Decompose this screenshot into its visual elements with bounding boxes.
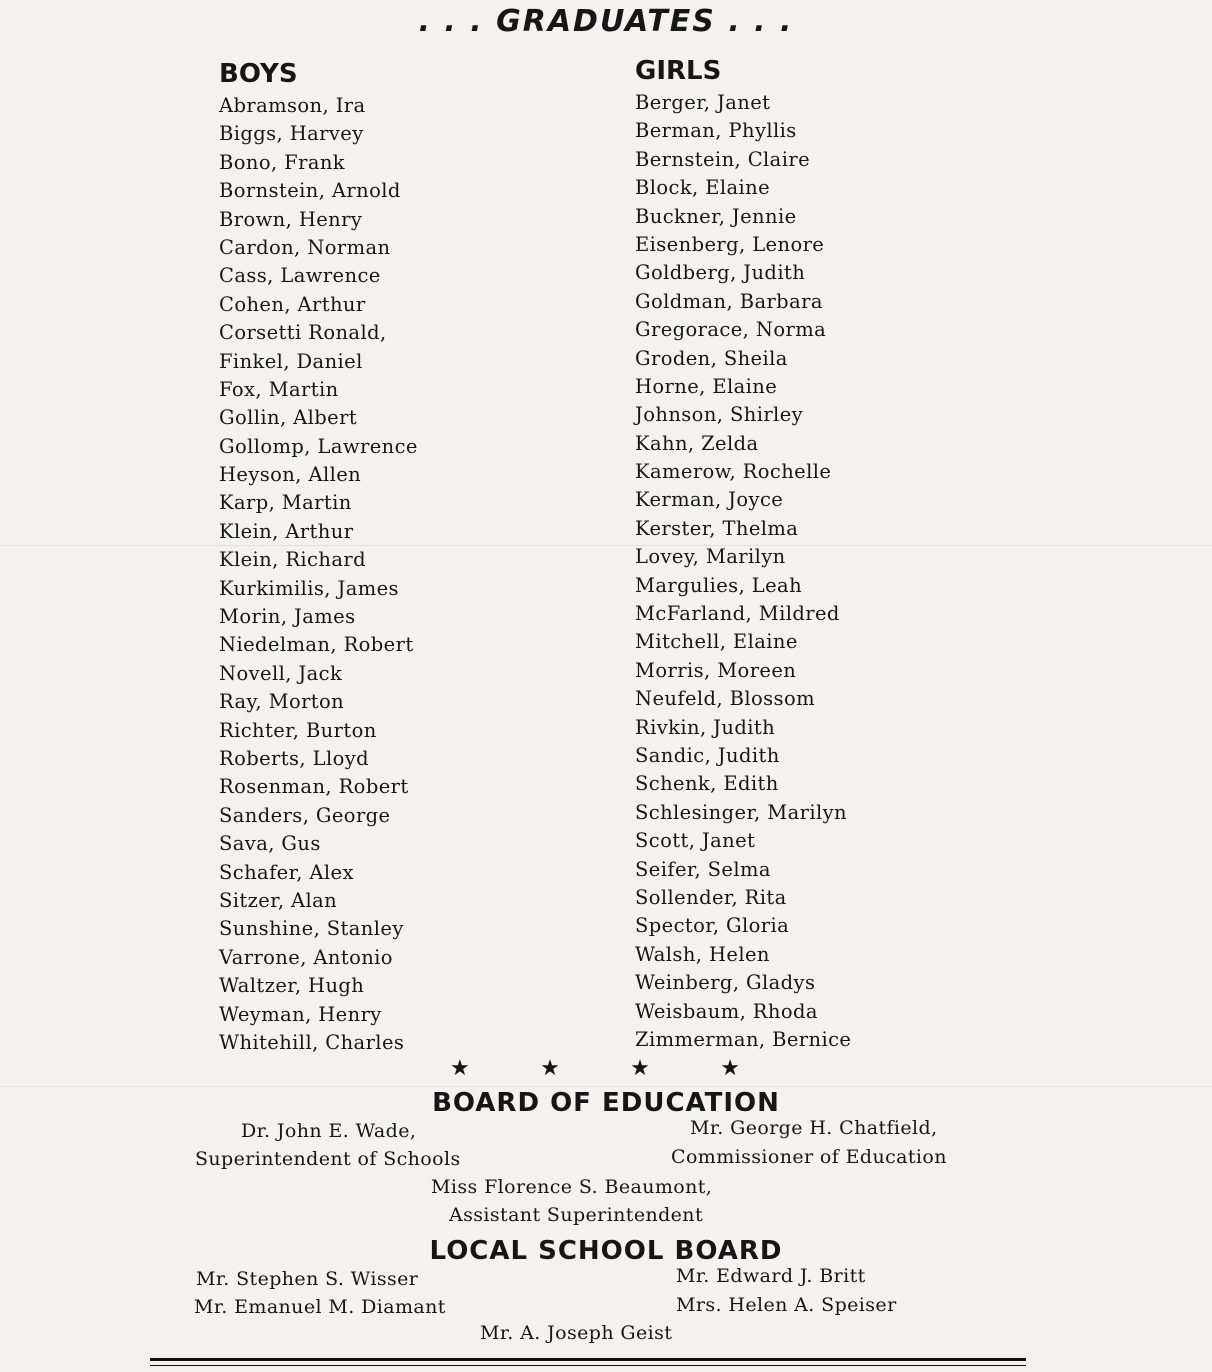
boy-graduate-name: Abramson, Ira <box>219 94 366 117</box>
girl-graduate-name: Schenk, Edith <box>635 772 779 796</box>
britt-name: Mr. Edward J. Britt <box>676 1265 866 1287</box>
star-icon: ★ <box>450 1056 470 1081</box>
boy-graduate-name: Corsetti Ronald, <box>219 321 387 345</box>
geist-name: Mr. A. Joseph Geist <box>480 1322 673 1344</box>
girl-graduate-name: Mitchell, Elaine <box>635 630 798 654</box>
girl-graduate-name: Johnson, Shirley <box>635 403 804 427</box>
boy-graduate-name: Cohen, Arthur <box>219 292 366 316</box>
wisser-name: Mr. Stephen S. Wisser <box>196 1268 419 1290</box>
paper-fold-line <box>0 1086 1212 1087</box>
girls-heading: GIRLS <box>635 56 722 86</box>
girl-graduate-name: Weinberg, Gladys <box>635 971 816 995</box>
girl-graduate-name: Gregorace, Norma <box>635 318 827 342</box>
star-icon: ★ <box>720 1056 740 1081</box>
girl-graduate-name: Kerster, Thelma <box>635 516 799 540</box>
star-icon: ★ <box>630 1056 650 1081</box>
boy-graduate-name: Biggs, Harvey <box>219 122 364 146</box>
girl-graduate-name: Groden, Sheila <box>635 346 788 370</box>
bottom-rule <box>150 1358 1026 1361</box>
boy-graduate-name: Niedelman, Robert <box>219 633 414 657</box>
girl-graduate-name: Kamerow, Rochelle <box>635 460 832 484</box>
girl-graduate-name: Seifer, Selma <box>635 857 771 881</box>
girl-graduate-name: Goldberg, Judith <box>635 261 806 285</box>
diamant-name: Mr. Emanuel M. Diamant <box>194 1296 446 1318</box>
boys-column <box>219 56 418 1057</box>
girl-graduate-name: Spector, Gloria <box>635 914 790 938</box>
boy-graduate-name: Bono, Frank <box>219 150 346 174</box>
girl-graduate-name: Scott, Janet <box>635 829 756 853</box>
beaumont-name: Miss Florence S. Beaumont, <box>431 1176 713 1198</box>
girl-graduate-name: Morris, Moreen <box>635 658 797 682</box>
boy-graduate-name: Brown, Henry <box>219 207 363 231</box>
wade-name: Dr. John E. Wade, <box>241 1120 417 1142</box>
boy-graduate-name: Cardon, Norman <box>219 235 391 259</box>
girl-graduate-name: Schlesinger, Marilyn <box>635 800 847 824</box>
boy-graduate-name: Varrone, Antonio <box>219 945 393 969</box>
boy-graduate-name: Heyson, Allen <box>219 463 362 487</box>
girl-graduate-name: Berman, Phyllis <box>635 119 797 143</box>
chatfield-title: Commissioner of Education <box>671 1146 947 1168</box>
girl-graduate-name: Berger, Janet <box>635 91 771 114</box>
girl-graduate-name: Bernstein, Claire <box>635 147 811 171</box>
page-title: . . . GRADUATES . . . <box>418 4 794 39</box>
girl-graduate-name: Sandic, Judith <box>635 743 780 767</box>
boy-graduate-name: Kurkimilis, James <box>219 576 399 600</box>
paper-fold-line <box>0 545 1212 546</box>
girl-graduate-name: Horne, Elaine <box>635 374 778 398</box>
boy-graduate-name: Roberts, Lloyd <box>219 746 370 770</box>
wade-title: Superintendent of Schools <box>195 1148 461 1170</box>
boy-graduate-name: Gollomp, Lawrence <box>219 434 418 458</box>
bottom-rule-thin <box>150 1365 1026 1366</box>
boy-graduate-name: Sunshine, Stanley <box>219 917 404 941</box>
girl-graduate-name: Margulies, Leah <box>635 573 803 597</box>
boys-name-list <box>219 92 418 1057</box>
boy-graduate-name: Rosenman, Robert <box>219 775 409 799</box>
beaumont-title: Assistant Superintendent <box>449 1204 703 1226</box>
girls-name-list <box>635 89 851 1054</box>
boy-graduate-name: Sanders, George <box>219 803 391 827</box>
boy-graduate-name: Schafer, Alex <box>219 860 354 884</box>
boy-graduate-name: Sava, Gus <box>219 832 321 856</box>
girl-graduate-name: Kahn, Zelda <box>635 431 759 455</box>
girl-graduate-name: Buckner, Jennie <box>635 204 797 228</box>
girl-graduate-name: Sollender, Rita <box>635 885 787 909</box>
girls-column <box>635 53 851 1054</box>
boy-graduate-name: Karp, Martin <box>219 491 352 515</box>
boy-graduate-name: Klein, Arthur <box>219 519 354 543</box>
boy-graduate-name: Finkel, Daniel <box>219 349 363 373</box>
boy-graduate-name: Ray, Morton <box>219 690 345 714</box>
girl-graduate-name: Kerman, Joyce <box>635 488 784 512</box>
boy-graduate-name: Klein, Richard <box>219 548 366 572</box>
girl-graduate-name: Weisbaum, Rhoda <box>635 999 818 1023</box>
board-of-education-heading: BOARD OF EDUCATION <box>432 1088 780 1118</box>
local-school-board-heading: LOCAL SCHOOL BOARD <box>429 1236 783 1266</box>
girl-graduate-name: Lovey, Marilyn <box>635 545 786 569</box>
girl-graduate-name: Rivkin, Judith <box>635 715 776 739</box>
boy-graduate-name: Fox, Martin <box>219 377 339 401</box>
boy-graduate-name: Richter, Burton <box>219 718 377 742</box>
girl-graduate-name: Neufeld, Blossom <box>635 687 815 711</box>
girl-graduate-name: Block, Elaine <box>635 176 771 200</box>
speiser-name: Mrs. Helen A. Speiser <box>676 1294 897 1316</box>
star-icon: ★ <box>540 1056 560 1081</box>
boy-graduate-name: Weyman, Henry <box>219 1002 382 1026</box>
boys-heading: BOYS <box>219 59 298 89</box>
girl-graduate-name: McFarland, Mildred <box>635 602 840 626</box>
boy-graduate-name: Cass, Lawrence <box>219 264 381 288</box>
boy-graduate-name: Sitzer, Alan <box>219 888 338 912</box>
girl-graduate-name: Goldman, Barbara <box>635 289 823 313</box>
girl-graduate-name: Walsh, Helen <box>635 942 770 966</box>
boy-graduate-name: Whitehill, Charles <box>219 1030 405 1054</box>
girl-graduate-name: Zimmerman, Bernice <box>635 1027 852 1051</box>
star-divider <box>450 1056 740 1081</box>
boy-graduate-name: Bornstein, Arnold <box>219 179 401 203</box>
boy-graduate-name: Waltzer, Hugh <box>219 974 365 998</box>
girl-graduate-name: Eisenberg, Lenore <box>635 232 825 256</box>
boy-graduate-name: Novell, Jack <box>219 661 343 685</box>
boy-graduate-name: Morin, James <box>219 605 356 629</box>
boy-graduate-name: Gollin, Albert <box>219 406 358 430</box>
chatfield-name: Mr. George H. Chatfield, <box>690 1117 938 1139</box>
